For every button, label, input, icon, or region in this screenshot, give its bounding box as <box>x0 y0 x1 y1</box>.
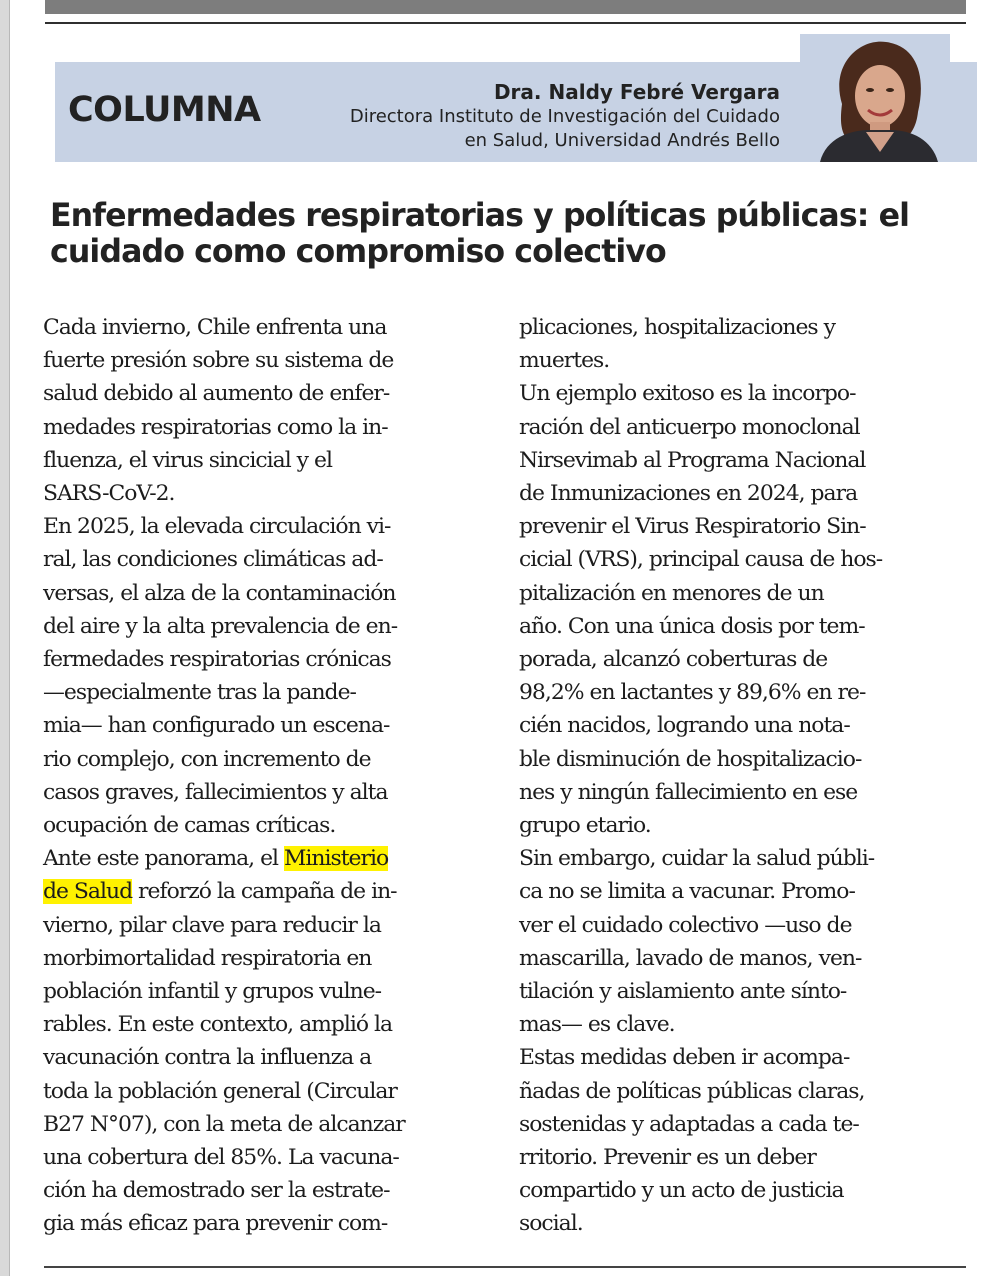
body-line: vierno, pilar clave para reducir la <box>43 912 381 938</box>
body-line: cién nacidos, logrando una nota- <box>519 713 850 739</box>
body-line: Cada invierno, Chile enfrenta una <box>43 315 387 340</box>
author-photo-icon <box>800 34 950 162</box>
body-line: muertes. <box>519 348 610 374</box>
body-line: social. <box>519 1211 583 1237</box>
body-line: medades respiratorias como la in- <box>43 414 388 440</box>
body-line: fermedades respiratorias crónicas <box>43 647 391 673</box>
body-line: ca no se limita a vacunar. Promo- <box>519 879 855 905</box>
body-line: ñadas de políticas públicas claras, <box>519 1078 865 1104</box>
section-label: COLUMNA <box>68 90 261 130</box>
bottom-rule <box>44 1266 966 1268</box>
body-line: ral, las condiciones climáticas ad- <box>43 547 383 573</box>
author-byline <box>350 79 780 153</box>
author-photo <box>800 34 950 162</box>
author-role-line1: Directora Instituto de Investigación del Cuidado <box>349 106 780 127</box>
body-line: mia— han configurado un escena- <box>43 713 390 739</box>
body-line: grupo etario. <box>519 813 651 839</box>
body-line: ción ha demostrado ser la estrate- <box>43 1178 390 1204</box>
body-line: una cobertura del 85%. La vacuna- <box>43 1145 399 1171</box>
body-line: B27 N°07), con la meta de alcanzar <box>43 1111 405 1137</box>
body-line: rables. En este contexto, amplió la <box>43 1012 393 1038</box>
body-line: ble disminución de hospitalizacio- <box>519 746 862 772</box>
body-line: —especialmente tras la pande- <box>43 680 356 706</box>
body-line: Estas medidas deben ir acompa- <box>519 1045 850 1071</box>
body-line: 98,2% en lactantes y 89,6% en re- <box>519 680 866 706</box>
body-line: Un ejemplo exitoso es la incorpo- <box>519 381 856 407</box>
body-line: nes y ningún fallecimiento en ese <box>519 779 858 805</box>
body-line: gia más eficaz para prevenir com- <box>43 1211 388 1237</box>
body-line: fuerte presión sobre su sistema de <box>43 348 394 374</box>
body-line: fluenza, el virus sincicial y el <box>43 447 332 473</box>
body-line-highlighted <box>43 842 488 875</box>
body-line: prevenir el Virus Respiratorio Sin- <box>519 514 866 540</box>
body-line: Nirsevimab al Programa Nacional <box>519 447 866 473</box>
top-gray-bar <box>45 0 966 14</box>
top-rule <box>45 22 966 24</box>
author-role-line2: en Salud, Universidad Andrés Bello <box>464 130 780 151</box>
body-line: del aire y la alta prevalencia de en- <box>43 613 398 639</box>
body-line: población infantil y grupos vulne- <box>43 979 382 1005</box>
body-text: reforzó la campaña de in- <box>132 879 397 905</box>
highlighted-text: de Salud <box>43 879 133 905</box>
body-line: toda la población general (Circular <box>43 1078 397 1104</box>
body-line: año. Con una única dosis por tem- <box>519 613 865 639</box>
body-line: casos graves, fallecimientos y alta <box>43 779 388 805</box>
body-line: rio complejo, con incremento de <box>43 746 371 772</box>
body-line: porada, alcanzó coberturas de <box>519 647 828 673</box>
body-line: mascarilla, lavado de manos, ven- <box>519 945 862 971</box>
body-line: ocupación de camas críticas. <box>43 813 336 839</box>
body-line: rritorio. Prevenir es un deber <box>519 1145 816 1171</box>
body-line: vacunación contra la influenza a <box>43 1045 372 1071</box>
body-line: pitalización en menores de un <box>519 580 824 606</box>
highlighted-text: Ministerio <box>284 846 389 872</box>
author-name: Dra. Naldy Febré Vergara <box>493 80 780 104</box>
headline-line-2: cuidado como compromiso colectivo <box>50 234 666 270</box>
body-line: SARS-CoV-2. <box>43 481 175 507</box>
body-line: En 2025, la elevada circulación vi- <box>43 514 391 540</box>
body-line: de Inmunizaciones en 2024, para <box>519 481 858 507</box>
body-line: Sin embargo, cuidar la salud públi- <box>519 846 875 872</box>
body-line-highlighted <box>43 875 488 908</box>
adjacent-page-edge <box>0 0 10 1276</box>
headline-line-1: Enfermedades respiratorias y políticas públicas: el <box>50 198 910 234</box>
body-line: sostenidas y adaptadas a cada te- <box>519 1111 859 1137</box>
body-line: mas— es clave. <box>519 1012 675 1038</box>
body-line: versas, el alza de la contaminación <box>43 580 396 606</box>
body-line: salud debido al aumento de enfer- <box>43 381 390 407</box>
body-line: ración del anticuerpo monoclonal <box>519 414 860 440</box>
body-line: compartido y un acto de justicia <box>519 1178 844 1204</box>
article-column-2 <box>519 311 959 1241</box>
body-line: plicaciones, hospitalizaciones y <box>519 315 835 340</box>
article-column-1 <box>43 311 488 1241</box>
body-line: tilación y aislamiento ante sínto- <box>519 979 847 1005</box>
body-line: ver el cuidado colectivo —uso de <box>519 912 852 938</box>
article-headline <box>50 198 970 270</box>
body-line: cicial (VRS), principal causa de hos- <box>519 547 883 573</box>
body-text: Ante este panorama, el <box>43 846 285 872</box>
body-line: morbimortalidad respiratoria en <box>43 945 372 971</box>
